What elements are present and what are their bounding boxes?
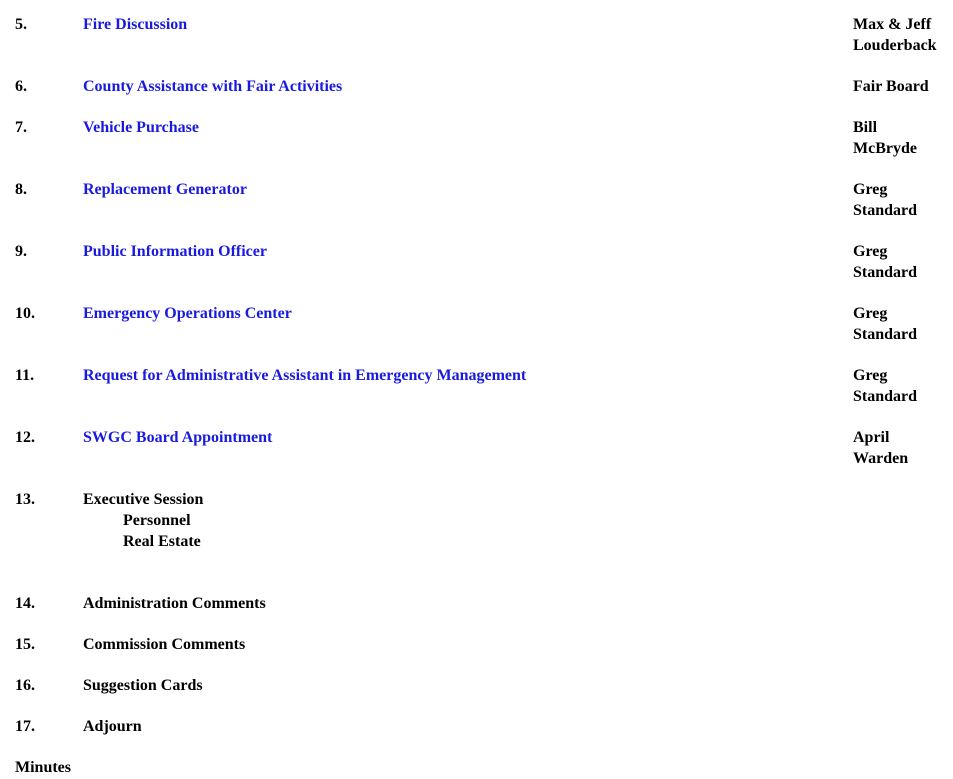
executive-session bbox=[83, 489, 203, 552]
item-number: 7. bbox=[15, 119, 27, 136]
item-link-emergency-operations-center[interactable]: Emergency Operations Center bbox=[83, 305, 292, 322]
presenter-line: Standard bbox=[853, 202, 918, 219]
item-number: 17. bbox=[15, 718, 35, 735]
item-link-vehicle-purchase[interactable]: Vehicle Purchase bbox=[83, 119, 199, 136]
presenter-line: Bill bbox=[853, 119, 878, 136]
item-link-public-information-officer[interactable]: Public Information Officer bbox=[83, 243, 267, 260]
presenter-line: Fair Board bbox=[853, 78, 929, 95]
item-link-swgc-board-appointment[interactable]: SWGC Board Appointment bbox=[83, 429, 273, 446]
item-number: 16. bbox=[15, 677, 35, 694]
item-number: 11. bbox=[15, 367, 35, 384]
presenter bbox=[853, 241, 953, 283]
presenter-line: Greg bbox=[853, 367, 888, 384]
presenter bbox=[853, 14, 953, 56]
subitem-personnel: Personnel bbox=[123, 512, 191, 529]
item-number: 5. bbox=[15, 16, 27, 33]
item-link-replacement-generator[interactable]: Replacement Generator bbox=[83, 181, 247, 198]
item-link-county-assistance[interactable]: County Assistance with Fair Activities bbox=[83, 78, 343, 95]
minutes-heading: Minutes bbox=[15, 759, 71, 776]
presenter-line: Louderback bbox=[853, 37, 937, 54]
presenter bbox=[853, 117, 953, 159]
presenter bbox=[853, 427, 953, 469]
presenter-line: April bbox=[853, 429, 890, 446]
presenter-line: Standard bbox=[853, 388, 918, 405]
item-title: Commission Comments bbox=[83, 636, 246, 653]
presenter-line: Standard bbox=[853, 264, 918, 281]
presenter bbox=[853, 76, 953, 97]
presenter bbox=[853, 303, 953, 345]
presenter-line: Greg bbox=[853, 181, 888, 198]
presenter bbox=[853, 365, 953, 407]
item-number: 8. bbox=[15, 181, 27, 198]
item-title: Executive Session bbox=[83, 491, 204, 508]
item-link-fire-discussion[interactable]: Fire Discussion bbox=[83, 16, 188, 33]
item-number: 6. bbox=[15, 78, 27, 95]
item-number: 15. bbox=[15, 636, 35, 653]
presenter-line: McBryde bbox=[853, 140, 917, 157]
presenter bbox=[853, 179, 953, 221]
presenter-line: Greg bbox=[853, 305, 888, 322]
item-number: 10. bbox=[15, 305, 35, 322]
item-number: 12. bbox=[15, 429, 35, 446]
item-number: 14. bbox=[15, 595, 35, 612]
presenter-line: Warden bbox=[853, 450, 909, 467]
item-link-administrative-assistant[interactable]: Request for Administrative Assistant in Emergency Management bbox=[83, 367, 527, 384]
item-title: Adjourn bbox=[83, 718, 142, 735]
presenter-line: Greg bbox=[853, 243, 888, 260]
presenter-line: Standard bbox=[853, 326, 918, 343]
item-title: Suggestion Cards bbox=[83, 677, 203, 694]
item-title: Administration Comments bbox=[83, 595, 266, 612]
subitem-real-estate: Real Estate bbox=[123, 533, 201, 550]
item-number: 13. bbox=[15, 491, 35, 508]
item-number: 9. bbox=[15, 243, 27, 260]
presenter-line: Max & Jeff bbox=[853, 16, 932, 33]
